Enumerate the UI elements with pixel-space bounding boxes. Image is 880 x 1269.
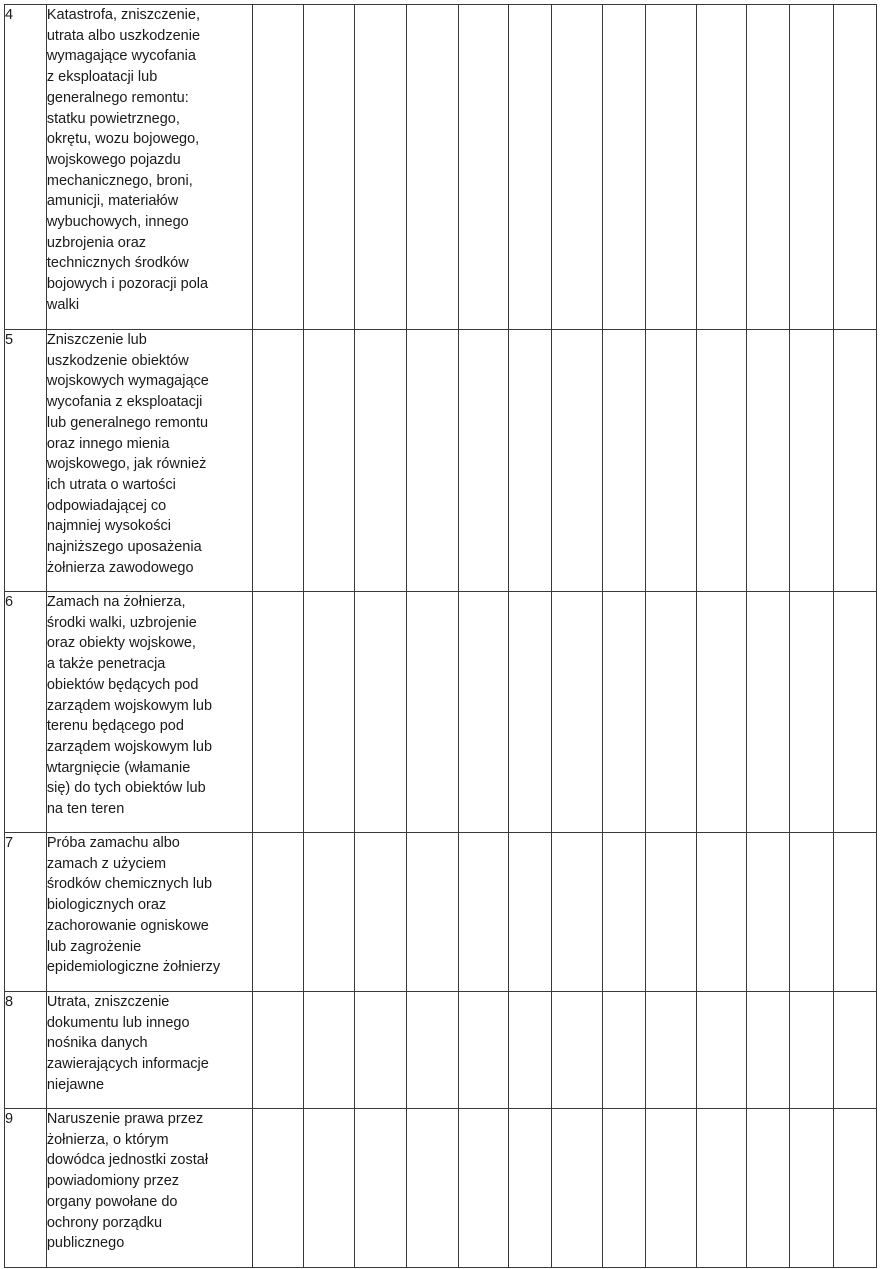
row-description: Zniszczenie lub uszkodzenie obiektów wojskowych wymagające wycofania z eksploatacji lub generalnego remontu oraz innego mienia wojskowego, jak również ich utrata o wartości odpowiadającej co najmniej wysokości najniższego uposażenia żołnierza zawodowego [46, 330, 252, 592]
empty-cell [696, 833, 746, 992]
row-number: 6 [5, 592, 47, 833]
incident-table [4, 4, 877, 1268]
empty-cell [509, 1109, 552, 1268]
empty-cell [696, 592, 746, 833]
empty-cell [406, 592, 458, 833]
empty-cell [645, 992, 696, 1109]
empty-cell [789, 5, 833, 330]
empty-cell [406, 1109, 458, 1268]
empty-cell [253, 992, 304, 1109]
empty-cell [253, 592, 304, 833]
empty-cell [602, 992, 645, 1109]
empty-cell [747, 5, 790, 330]
empty-cell [602, 330, 645, 592]
row-number: 7 [5, 833, 47, 992]
empty-cell [552, 592, 602, 833]
empty-cell [509, 5, 552, 330]
empty-cell [645, 592, 696, 833]
empty-cell [833, 992, 876, 1109]
empty-cell [459, 992, 509, 1109]
empty-cell [459, 833, 509, 992]
empty-cell [747, 330, 790, 592]
empty-cell [789, 992, 833, 1109]
empty-cell [789, 833, 833, 992]
empty-cell [304, 5, 354, 330]
empty-cell [253, 330, 304, 592]
empty-cell [354, 330, 406, 592]
empty-cell [459, 1109, 509, 1268]
empty-cell [509, 592, 552, 833]
row-number: 5 [5, 330, 47, 592]
empty-cell [406, 5, 458, 330]
empty-cell [645, 5, 696, 330]
empty-cell [602, 833, 645, 992]
empty-cell [552, 992, 602, 1109]
empty-cell [552, 330, 602, 592]
empty-cell [354, 833, 406, 992]
empty-cell [696, 5, 746, 330]
empty-cell [354, 1109, 406, 1268]
empty-cell [602, 592, 645, 833]
empty-cell [354, 5, 406, 330]
empty-cell [645, 1109, 696, 1268]
table-row [5, 833, 877, 992]
empty-cell [304, 1109, 354, 1268]
row-description: Utrata, zniszczenie dokumentu lub innego nośnika danych zawierających informacje niejawne [46, 992, 252, 1109]
empty-cell [645, 330, 696, 592]
row-number: 4 [5, 5, 47, 330]
empty-cell [509, 992, 552, 1109]
table-row [5, 592, 877, 833]
empty-cell [509, 330, 552, 592]
row-number: 8 [5, 992, 47, 1109]
empty-cell [354, 592, 406, 833]
empty-cell [509, 833, 552, 992]
empty-cell [747, 592, 790, 833]
empty-cell [747, 833, 790, 992]
empty-cell [789, 592, 833, 833]
row-description: Zamach na żołnierza, środki walki, uzbrojenie oraz obiekty wojskowe, a także penetracja obiektów będących pod zarządem wojskowym lub terenu będącego pod zarządem wojskowym lub wtargnięcie (włamanie się) do tych obiektów lub na ten teren [46, 592, 252, 833]
empty-cell [354, 992, 406, 1109]
empty-cell [747, 992, 790, 1109]
table-row [5, 1109, 877, 1268]
table-row [5, 5, 877, 330]
table-row [5, 992, 877, 1109]
empty-cell [696, 1109, 746, 1268]
empty-cell [552, 5, 602, 330]
empty-cell [406, 330, 458, 592]
row-number: 9 [5, 1109, 47, 1268]
empty-cell [406, 992, 458, 1109]
empty-cell [696, 992, 746, 1109]
empty-cell [459, 592, 509, 833]
empty-cell [406, 833, 458, 992]
empty-cell [833, 1109, 876, 1268]
empty-cell [747, 1109, 790, 1268]
empty-cell [789, 1109, 833, 1268]
empty-cell [602, 1109, 645, 1268]
empty-cell [696, 330, 746, 592]
row-description: Próba zamachu albo zamach z użyciem środków chemicznych lub biologicznych oraz zachorowanie ogniskowe lub zagrożenie epidemiologiczne żołnierzy [46, 833, 252, 992]
empty-cell [304, 833, 354, 992]
empty-cell [789, 330, 833, 592]
empty-cell [253, 1109, 304, 1268]
empty-cell [253, 833, 304, 992]
empty-cell [552, 1109, 602, 1268]
empty-cell [459, 330, 509, 592]
empty-cell [833, 833, 876, 992]
empty-cell [552, 833, 602, 992]
empty-cell [304, 330, 354, 592]
empty-cell [459, 5, 509, 330]
row-description: Naruszenie prawa przez żołnierza, o którym dowódca jednostki został powiadomiony przez organy powołane do ochrony porządku publicznego [46, 1109, 252, 1268]
row-description: Katastrofa, zniszczenie, utrata albo uszkodzenie wymagające wycofania z eksploatacji lub generalnego remontu: statku powietrznego, okrętu, wozu bojowego, wojskowego pojazdu mechanicznego, broni, amunicji, materiałów wybuchowych, innego uzbrojenia oraz technicznych środków bojowych i pozoracji pola walki [46, 5, 252, 330]
empty-cell [833, 5, 876, 330]
empty-cell [833, 592, 876, 833]
empty-cell [602, 5, 645, 330]
empty-cell [833, 330, 876, 592]
empty-cell [253, 5, 304, 330]
empty-cell [645, 833, 696, 992]
table-row [5, 330, 877, 592]
empty-cell [304, 992, 354, 1109]
empty-cell [304, 592, 354, 833]
